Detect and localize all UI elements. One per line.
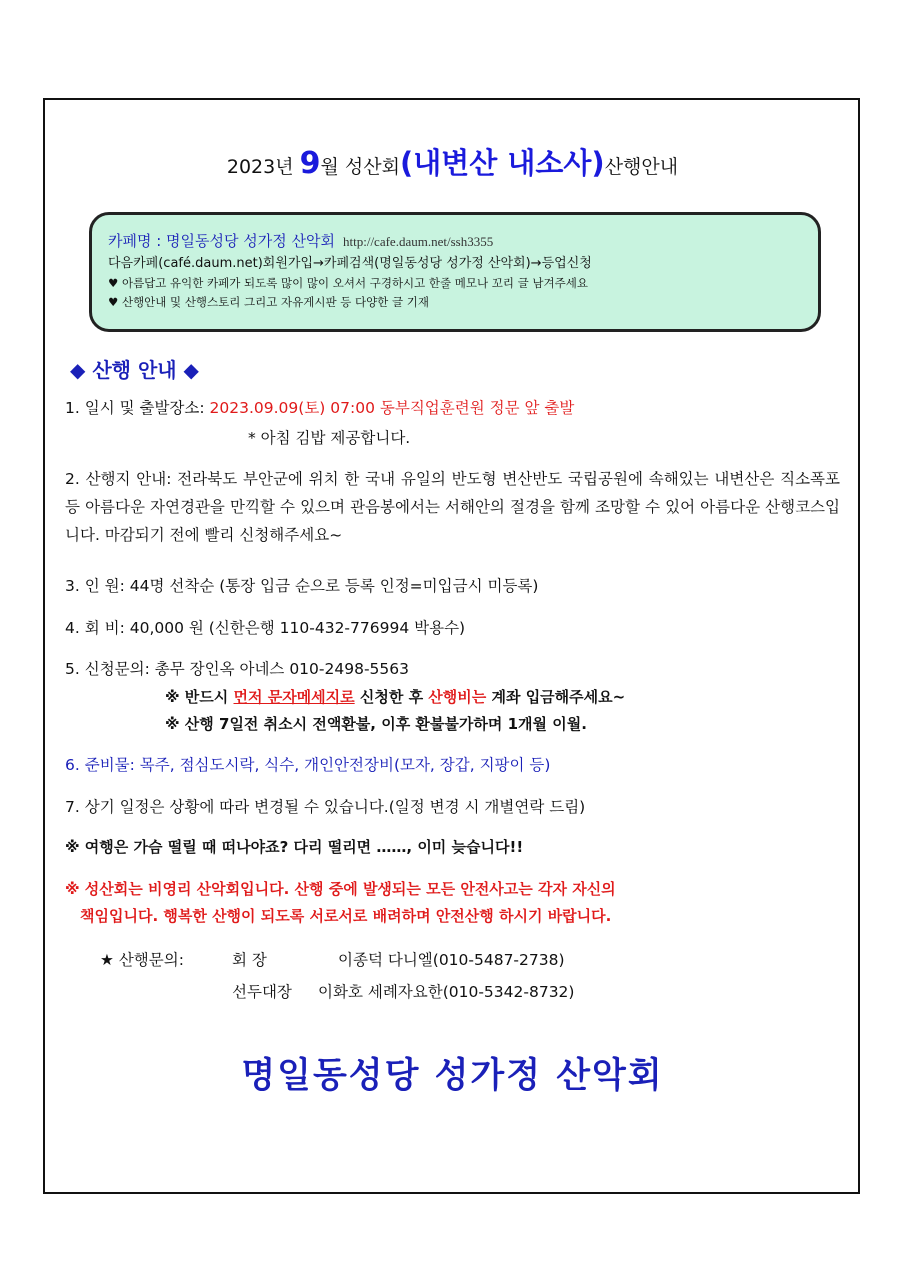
item-1-value: 2023.09.09(토) 07:00 동부직업훈련원 정문 앞 출발 [209, 399, 575, 417]
item-5-inquiry: 5. 신청문의: 총무 장인옥 아네스 010-2498-5563 [65, 660, 409, 678]
cafe-name-line [108, 229, 804, 254]
item-2-destination: 2. 산행지 안내: 전라북도 부안군에 위치 한 국내 유일의 반도형 변산반도 국립공원에 속해있는 내변산은 직소폭포 등 아름다운 자연경관을 만끽할 수 있으며 관음봉에서는 서해안의 절경을 함께 조망할 수 있어 아름다운 산행코스입니다. 마감되기 전에 빨리 신청해주세요~ [65, 470, 840, 544]
warning-1-fee: 산행비는 [428, 688, 487, 706]
title-suffix: 산행안내 [604, 156, 679, 178]
warning-1-text-message: 먼저 문자메세지로 [233, 688, 355, 706]
page-title [0, 143, 905, 187]
cafe-url-link[interactable]: http://cafe.daum.net/ssh3355 [343, 234, 494, 249]
section-title: ◆ 산행 안내 ◆ [70, 358, 199, 382]
title-year: 2023년 [226, 156, 294, 178]
notice-safety-line-1: ※ 성산회는 비영리 산악회입니다. 산행 중에 발생되는 모든 안전사고는 각자 자신의 [65, 880, 616, 898]
warning-line-1 [165, 686, 625, 707]
notice-travel: ※ 여행은 가슴 떨릴 때 떠나야죠? 다리 떨리면 ……, 이미 늦습니다!! [65, 838, 524, 856]
contact-role-1: 회 장 [232, 951, 267, 969]
item-1-label: 1. 일시 및 출발장소: [65, 399, 210, 417]
item-1-note: * 아침 김밥 제공합니다. [248, 429, 411, 447]
warning-1-middle: 신청한 후 [354, 688, 429, 706]
item-7-schedule-change: 7. 상기 일정은 상황에 따라 변경될 수 있습니다.(일정 변경 시 개별연락 드림) [65, 798, 586, 816]
notice-safety-line-2: 책임입니다. 행복한 산행이 되도록 서로서로 배려하며 안전산행 하시기 바랍니다. [80, 907, 612, 925]
cafe-note-2: ♥ 산행안내 및 산행스토리 그리고 자유게시판 등 다양한 글 기재 [108, 295, 429, 309]
item-3-capacity: 3. 인 원: 44명 선착순 (통장 입금 순으로 등록 인정=미입금시 미등록) [65, 577, 539, 595]
item-4-fee: 4. 회 비: 40,000 원 (신한은행 110-432-776994 박용수) [65, 619, 466, 637]
warning-1-prefix: ※ 반드시 [165, 688, 234, 706]
title-month-suffix: 월 성산회 [320, 156, 400, 178]
warning-1-suffix: 계좌 입금해주세요~ [486, 688, 626, 706]
contact-person-2: 이화호 세례자요한(010-5342-8732) [318, 983, 575, 1001]
title-mountain: (내변산 내소사) [399, 146, 605, 180]
contact-role-2: 선두대장 [232, 983, 292, 1001]
cafe-name: 카페명 : 명일동성당 성가정 산악회 [108, 232, 335, 250]
warning-line-2: ※ 산행 7일전 취소시 전액환불, 이후 환불불가하며 1개월 이월. [165, 715, 587, 733]
contact-person-1: 이종덕 다니엘(010-5487-2738) [338, 951, 565, 969]
cafe-join-steps: 다음카페(café.daum.net)회원가입→카페검색(명일동성당 성가정 산악회)→등업신청 [108, 256, 592, 271]
contact-label: ★ 산행문의: [100, 951, 184, 969]
item-6-supplies: 6. 준비물: 목주, 점심도시락, 식수, 개인안전장비(모자, 장갑, 지팡이 등) [65, 756, 551, 774]
cafe-info-box [89, 212, 821, 332]
item-1-schedule [65, 396, 574, 418]
title-month: 9 [299, 146, 321, 181]
footer-club-name: 명일동성당 성가정 산악회 [241, 1056, 664, 1096]
cafe-note-1: ♥ 아름답고 유익한 카페가 되도록 많이 많이 오셔서 구경하시고 한줄 메모나 꼬리 글 남겨주세요 [108, 276, 588, 290]
